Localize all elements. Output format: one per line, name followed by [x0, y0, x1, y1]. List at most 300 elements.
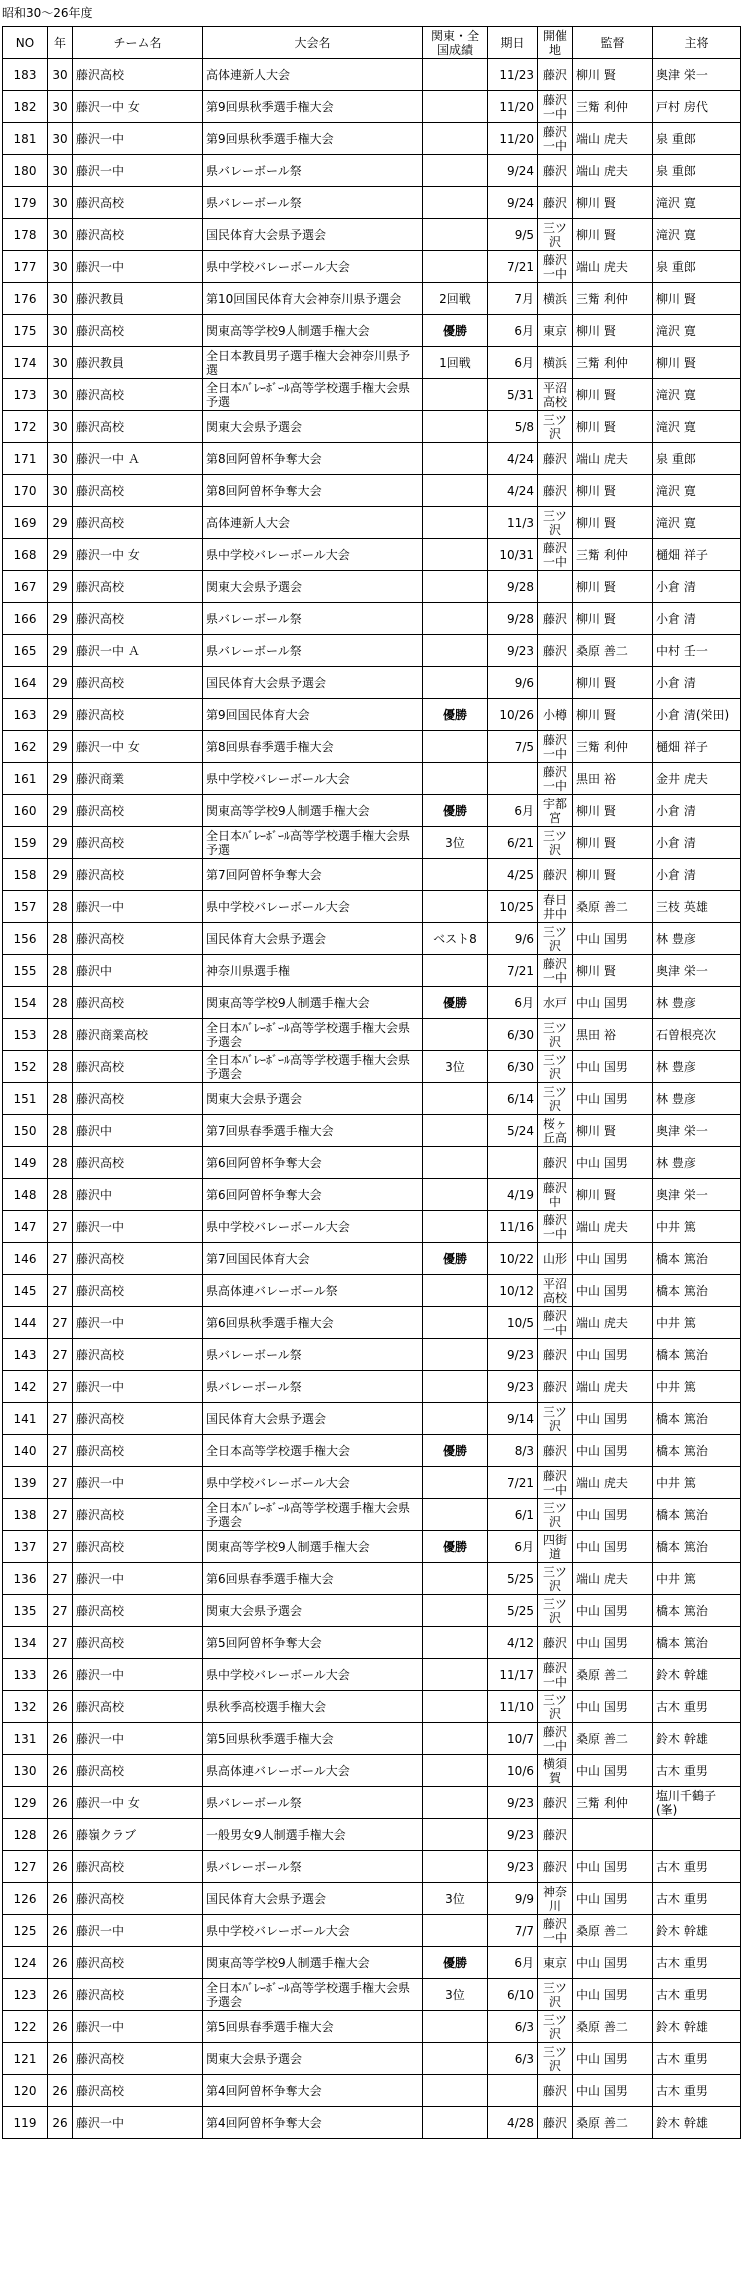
row-result: [423, 1307, 488, 1339]
row-year: 29: [48, 763, 73, 795]
row-tournament: 関東大会県予選会: [203, 571, 423, 603]
row-tournament: 第9回県秋季選手権大会: [203, 91, 423, 123]
row-no: 164: [3, 667, 48, 699]
table-row: [3, 123, 741, 155]
row-year: 26: [48, 2107, 73, 2139]
row-tournament: 県中学校バレーボール大会: [203, 1211, 423, 1243]
row-result: [423, 379, 488, 411]
row-coach: 桑原 善二: [573, 2011, 653, 2043]
row-coach: 柳川 賢: [573, 315, 653, 347]
row-year: 26: [48, 1787, 73, 1819]
row-team: 藤沢高校: [73, 1595, 203, 1627]
table-row: [3, 571, 741, 603]
row-no: 173: [3, 379, 48, 411]
row-captain: 橋本 篤治: [653, 1275, 741, 1307]
row-venue: 藤沢一中: [538, 1915, 573, 1947]
table-row: [3, 1531, 741, 1563]
row-no: 150: [3, 1115, 48, 1147]
table-row: [3, 155, 741, 187]
row-venue: 藤沢一中: [538, 1723, 573, 1755]
row-team: 藤沢一中 Ａ: [73, 635, 203, 667]
row-captain: 小倉 清(栄田): [653, 699, 741, 731]
row-result: [423, 1595, 488, 1627]
row-result: [423, 1147, 488, 1179]
row-team: 藤沢教員: [73, 283, 203, 315]
table-header-row: [3, 27, 741, 59]
row-coach: 中山 国男: [573, 1083, 653, 1115]
row-result: [423, 859, 488, 891]
row-year: 30: [48, 251, 73, 283]
row-team: 藤沢高校: [73, 187, 203, 219]
row-team: 藤沢高校: [73, 603, 203, 635]
row-result: [423, 891, 488, 923]
row-coach: 柳川 賢: [573, 667, 653, 699]
row-no: 168: [3, 539, 48, 571]
row-year: 26: [48, 1819, 73, 1851]
table-row: [3, 987, 741, 1019]
table-row: [3, 315, 741, 347]
row-tournament: 全日本高等学校選手権大会: [203, 1435, 423, 1467]
row-captain: 古木 重男: [653, 1755, 741, 1787]
row-year: 29: [48, 603, 73, 635]
row-no: 148: [3, 1179, 48, 1211]
row-captain: 林 豊彦: [653, 1147, 741, 1179]
table-row: [3, 379, 741, 411]
row-date: 10/7: [488, 1723, 538, 1755]
row-captain: 柳川 賢: [653, 283, 741, 315]
row-coach: 黒田 裕: [573, 1019, 653, 1051]
row-team: 藤沢高校: [73, 795, 203, 827]
row-no: 135: [3, 1595, 48, 1627]
row-date: 9/24: [488, 155, 538, 187]
row-year: 28: [48, 987, 73, 1019]
table-row: [3, 443, 741, 475]
row-captain: [653, 1819, 741, 1851]
row-date: 9/24: [488, 187, 538, 219]
row-coach: 柳川 賢: [573, 795, 653, 827]
header-year: 年: [48, 27, 73, 59]
row-captain: 金井 虎夫: [653, 763, 741, 795]
row-venue: 宇都宮: [538, 795, 573, 827]
row-venue: 三ツ沢: [538, 507, 573, 539]
row-venue: 三ツ沢: [538, 827, 573, 859]
table-row: [3, 1051, 741, 1083]
row-captain: 林 豊彦: [653, 1051, 741, 1083]
row-team: 藤沢一中: [73, 1371, 203, 1403]
row-coach: 中山 国男: [573, 2075, 653, 2107]
row-no: 147: [3, 1211, 48, 1243]
row-date: 10/5: [488, 1307, 538, 1339]
row-captain: 三枝 英雄: [653, 891, 741, 923]
table-row: [3, 731, 741, 763]
row-date: 11/16: [488, 1211, 538, 1243]
table-row: [3, 635, 741, 667]
row-year: 27: [48, 1275, 73, 1307]
row-no: 121: [3, 2043, 48, 2075]
row-year: 26: [48, 1691, 73, 1723]
row-year: 26: [48, 1723, 73, 1755]
row-coach: 中山 国男: [573, 1595, 653, 1627]
row-no: 149: [3, 1147, 48, 1179]
row-tournament: 第6回県春季選手権大会: [203, 1563, 423, 1595]
row-tournament: 県バレーボール祭: [203, 1371, 423, 1403]
row-tournament: 第7回県春季選手権大会: [203, 1115, 423, 1147]
row-tournament: 第6回県秋季選手権大会: [203, 1307, 423, 1339]
row-venue: 三ツ沢: [538, 1979, 573, 2011]
row-tournament: 全日本ﾊﾞﾚｰﾎﾞｰﾙ高等学校選手権大会県予選: [203, 379, 423, 411]
row-result: [423, 2075, 488, 2107]
row-venue: 三ツ沢: [538, 1083, 573, 1115]
row-team: 藤沢高校: [73, 1147, 203, 1179]
row-team: 藤沢高校: [73, 475, 203, 507]
row-result: [423, 1467, 488, 1499]
row-venue: 藤沢: [538, 1819, 573, 1851]
row-no: 180: [3, 155, 48, 187]
row-year: 29: [48, 667, 73, 699]
table-row: [3, 1307, 741, 1339]
row-team: 藤沢高校: [73, 2075, 203, 2107]
row-team: 藤沢一中 女: [73, 731, 203, 763]
row-no: 134: [3, 1627, 48, 1659]
row-team: 藤沢一中: [73, 123, 203, 155]
table-row: [3, 1755, 741, 1787]
table-row: [3, 2011, 741, 2043]
table-row: [3, 539, 741, 571]
row-venue: 藤沢: [538, 603, 573, 635]
row-no: 133: [3, 1659, 48, 1691]
row-coach: 三觜 利仲: [573, 347, 653, 379]
header-date: 期日: [488, 27, 538, 59]
row-result: [423, 1275, 488, 1307]
row-tournament: 県中学校バレーボール大会: [203, 1467, 423, 1499]
table-row: [3, 1947, 741, 1979]
row-captain: 小倉 清: [653, 667, 741, 699]
row-team: 藤沢高校: [73, 1691, 203, 1723]
row-captain: 小倉 清: [653, 827, 741, 859]
row-date: 5/8: [488, 411, 538, 443]
row-tournament: 第10回国民体育大会神奈川県予選会: [203, 283, 423, 315]
row-team: 藤沢中: [73, 1115, 203, 1147]
row-venue: 三ツ沢: [538, 2011, 573, 2043]
row-no: 128: [3, 1819, 48, 1851]
page-title: 昭和30～26年度: [2, 6, 93, 20]
row-tournament: 県高体連バレーボール大会: [203, 1755, 423, 1787]
row-date: 9/6: [488, 923, 538, 955]
row-tournament: 県中学校バレーボール大会: [203, 1915, 423, 1947]
row-date: 9/6: [488, 667, 538, 699]
row-team: 藤沢一中: [73, 251, 203, 283]
row-team: 藤沢一中: [73, 891, 203, 923]
row-captain: 古木 重男: [653, 2043, 741, 2075]
row-tournament: 国民体育大会県予選会: [203, 219, 423, 251]
row-team: 藤沢一中: [73, 1723, 203, 1755]
row-team: 藤沢商業高校: [73, 1019, 203, 1051]
row-date: 4/25: [488, 859, 538, 891]
row-date: 6/14: [488, 1083, 538, 1115]
row-year: 30: [48, 443, 73, 475]
row-year: 30: [48, 91, 73, 123]
row-date: 6/30: [488, 1019, 538, 1051]
row-date: 6月: [488, 1947, 538, 1979]
row-venue: 三ツ沢: [538, 1019, 573, 1051]
row-no: 153: [3, 1019, 48, 1051]
row-year: 29: [48, 571, 73, 603]
row-captain: 古木 重男: [653, 1883, 741, 1915]
row-date: 7/21: [488, 1467, 538, 1499]
row-date: 4/12: [488, 1627, 538, 1659]
row-no: 124: [3, 1947, 48, 1979]
table-row: [3, 1691, 741, 1723]
row-no: 141: [3, 1403, 48, 1435]
row-year: 28: [48, 891, 73, 923]
row-coach: 中山 国男: [573, 1435, 653, 1467]
row-tournament: 第7回阿曽杯争奪大会: [203, 859, 423, 891]
row-captain: 鈴木 幹雄: [653, 1723, 741, 1755]
row-tournament: 県バレーボール祭: [203, 187, 423, 219]
row-result: [423, 1691, 488, 1723]
row-venue: 藤沢: [538, 443, 573, 475]
row-captain: 林 豊彦: [653, 987, 741, 1019]
table-row: [3, 411, 741, 443]
row-result: [423, 1403, 488, 1435]
row-result: 優勝: [423, 987, 488, 1019]
row-captain: 小倉 清: [653, 571, 741, 603]
row-no: 136: [3, 1563, 48, 1595]
row-captain: 奥津 栄一: [653, 1179, 741, 1211]
row-venue: 藤沢: [538, 1371, 573, 1403]
row-captain: 中井 篤: [653, 1371, 741, 1403]
header-venue: 開催地: [538, 27, 573, 59]
row-team: 藤沢一中: [73, 1915, 203, 1947]
row-team: 藤沢商業: [73, 763, 203, 795]
row-venue: 藤沢: [538, 1851, 573, 1883]
row-venue: 神奈川: [538, 1883, 573, 1915]
table-row: [3, 1147, 741, 1179]
table-row: [3, 827, 741, 859]
row-year: 28: [48, 1083, 73, 1115]
row-date: 7/7: [488, 1915, 538, 1947]
row-team: 藤沢高校: [73, 1627, 203, 1659]
row-coach: 柳川 賢: [573, 507, 653, 539]
row-captain: 鈴木 幹雄: [653, 2107, 741, 2139]
table-row: [3, 1371, 741, 1403]
header-captain: 主将: [653, 27, 741, 59]
row-tournament: 県中学校バレーボール大会: [203, 251, 423, 283]
row-date: 6月: [488, 347, 538, 379]
row-venue: 藤沢: [538, 1787, 573, 1819]
row-date: 11/17: [488, 1659, 538, 1691]
row-coach: 三觜 利仲: [573, 91, 653, 123]
row-tournament: 全日本ﾊﾞﾚｰﾎﾞｰﾙ高等学校選手権大会県予選: [203, 827, 423, 859]
row-date: 6月: [488, 795, 538, 827]
row-result: 優勝: [423, 1435, 488, 1467]
row-result: [423, 507, 488, 539]
row-venue: 三ツ沢: [538, 1499, 573, 1531]
row-date: 6/3: [488, 2011, 538, 2043]
row-result: [423, 1787, 488, 1819]
row-team: 藤沢一中: [73, 1563, 203, 1595]
row-venue: 藤沢一中: [538, 1211, 573, 1243]
row-date: 9/14: [488, 1403, 538, 1435]
row-team: 藤沢高校: [73, 1339, 203, 1371]
row-result: 3位: [423, 827, 488, 859]
row-venue: 藤沢一中: [538, 763, 573, 795]
row-team: 藤沢高校: [73, 699, 203, 731]
row-captain: 鈴木 幹雄: [653, 1915, 741, 1947]
row-captain: 樋畑 祥子: [653, 539, 741, 571]
row-no: 144: [3, 1307, 48, 1339]
row-date: 6月: [488, 315, 538, 347]
row-captain: 滝沢 寛: [653, 219, 741, 251]
row-team: 藤沢高校: [73, 923, 203, 955]
row-date: 5/24: [488, 1115, 538, 1147]
row-venue: 三ツ沢: [538, 411, 573, 443]
row-no: 145: [3, 1275, 48, 1307]
row-year: 30: [48, 315, 73, 347]
row-coach: 中山 国男: [573, 1339, 653, 1371]
row-team: 藤沢中: [73, 955, 203, 987]
row-date: 8/3: [488, 1435, 538, 1467]
row-venue: [538, 667, 573, 699]
row-result: ベスト8: [423, 923, 488, 955]
table-row: [3, 187, 741, 219]
row-date: 6/1: [488, 1499, 538, 1531]
table-row: [3, 1467, 741, 1499]
row-captain: 泉 重郎: [653, 123, 741, 155]
table-row: [3, 955, 741, 987]
row-venue: 桜ヶ丘高: [538, 1115, 573, 1147]
row-result: [423, 2107, 488, 2139]
row-team: 藤沢一中: [73, 1659, 203, 1691]
row-venue: 三ツ沢: [538, 1403, 573, 1435]
table-row: [3, 1659, 741, 1691]
row-year: 26: [48, 2011, 73, 2043]
row-coach: 桑原 善二: [573, 891, 653, 923]
row-tournament: 全日本ﾊﾞﾚｰﾎﾞｰﾙ高等学校選手権大会県予選会: [203, 1019, 423, 1051]
row-no: 163: [3, 699, 48, 731]
row-date: 10/26: [488, 699, 538, 731]
row-year: 30: [48, 411, 73, 443]
row-year: 26: [48, 1851, 73, 1883]
row-venue: 藤沢中: [538, 1179, 573, 1211]
table-row: [3, 1115, 741, 1147]
row-date: 10/25: [488, 891, 538, 923]
row-coach: 中山 国男: [573, 1627, 653, 1659]
row-venue: 藤沢: [538, 859, 573, 891]
row-result: [423, 1211, 488, 1243]
row-captain: 滝沢 寛: [653, 315, 741, 347]
row-year: 30: [48, 475, 73, 507]
table-row: [3, 2075, 741, 2107]
row-result: [423, 1819, 488, 1851]
row-no: 170: [3, 475, 48, 507]
header-coach: 監督: [573, 27, 653, 59]
row-coach: 三觜 利仲: [573, 1787, 653, 1819]
row-captain: 滝沢 寛: [653, 411, 741, 443]
row-venue: 藤沢: [538, 155, 573, 187]
row-team: 藤沢高校: [73, 507, 203, 539]
table-row: [3, 1211, 741, 1243]
row-coach: 柳川 賢: [573, 1179, 653, 1211]
row-venue: 三ツ沢: [538, 1691, 573, 1723]
row-venue: 平沼高校: [538, 1275, 573, 1307]
row-result: 2回戦: [423, 283, 488, 315]
row-date: 6月: [488, 1531, 538, 1563]
row-year: 30: [48, 187, 73, 219]
row-captain: 柳川 賢: [653, 347, 741, 379]
row-tournament: 県バレーボール祭: [203, 1339, 423, 1371]
row-result: [423, 1019, 488, 1051]
row-date: 11/20: [488, 123, 538, 155]
row-date: 11/23: [488, 59, 538, 91]
row-venue: 三ツ沢: [538, 923, 573, 955]
row-captain: 滝沢 寛: [653, 379, 741, 411]
table-row: [3, 251, 741, 283]
row-date: 11/20: [488, 91, 538, 123]
row-date: [488, 763, 538, 795]
row-venue: 藤沢一中: [538, 91, 573, 123]
row-venue: 藤沢: [538, 635, 573, 667]
row-tournament: 第5回県秋季選手権大会: [203, 1723, 423, 1755]
row-captain: 泉 重郎: [653, 443, 741, 475]
row-team: 藤沢高校: [73, 667, 203, 699]
row-year: 27: [48, 1595, 73, 1627]
row-year: 26: [48, 1915, 73, 1947]
row-no: 151: [3, 1083, 48, 1115]
row-no: 154: [3, 987, 48, 1019]
row-captain: 奥津 栄一: [653, 59, 741, 91]
row-coach: 中山 国男: [573, 1691, 653, 1723]
row-result: [423, 2043, 488, 2075]
row-tournament: 関東高等学校9人制選手権大会: [203, 987, 423, 1019]
row-venue: 藤沢: [538, 1435, 573, 1467]
row-year: 26: [48, 1755, 73, 1787]
row-date: 6/3: [488, 2043, 538, 2075]
row-tournament: 全日本ﾊﾞﾚｰﾎﾞｰﾙ高等学校選手権大会県予選会: [203, 1051, 423, 1083]
row-captain: 橋本 篤治: [653, 1339, 741, 1371]
row-coach: 端山 虎夫: [573, 443, 653, 475]
row-captain: 橋本 篤治: [653, 1403, 741, 1435]
row-tournament: 関東大会県予選会: [203, 2043, 423, 2075]
row-result: [423, 2011, 488, 2043]
row-captain: 泉 重郎: [653, 155, 741, 187]
row-year: 28: [48, 1051, 73, 1083]
row-venue: 三ツ沢: [538, 2043, 573, 2075]
row-captain: 橋本 篤治: [653, 1531, 741, 1563]
table-row: [3, 91, 741, 123]
table-row: [3, 1819, 741, 1851]
row-coach: 端山 虎夫: [573, 1467, 653, 1499]
table-row: [3, 1627, 741, 1659]
row-coach: 中山 国男: [573, 1243, 653, 1275]
table-row: [3, 1019, 741, 1051]
row-year: 27: [48, 1307, 73, 1339]
row-tournament: 関東高等学校9人制選手権大会: [203, 1947, 423, 1979]
row-result: [423, 187, 488, 219]
row-captain: 橋本 篤治: [653, 1243, 741, 1275]
row-captain: 古木 重男: [653, 1851, 741, 1883]
row-tournament: 全日本教員男子選手権大会神奈川県予選: [203, 347, 423, 379]
row-date: 7/21: [488, 955, 538, 987]
row-year: 30: [48, 347, 73, 379]
row-team: 藤沢高校: [73, 1499, 203, 1531]
row-venue: 藤沢: [538, 59, 573, 91]
row-coach: 柳川 賢: [573, 475, 653, 507]
row-captain: 古木 重男: [653, 2075, 741, 2107]
row-coach: 柳川 賢: [573, 219, 653, 251]
row-result: [423, 1659, 488, 1691]
table-row: [3, 1435, 741, 1467]
